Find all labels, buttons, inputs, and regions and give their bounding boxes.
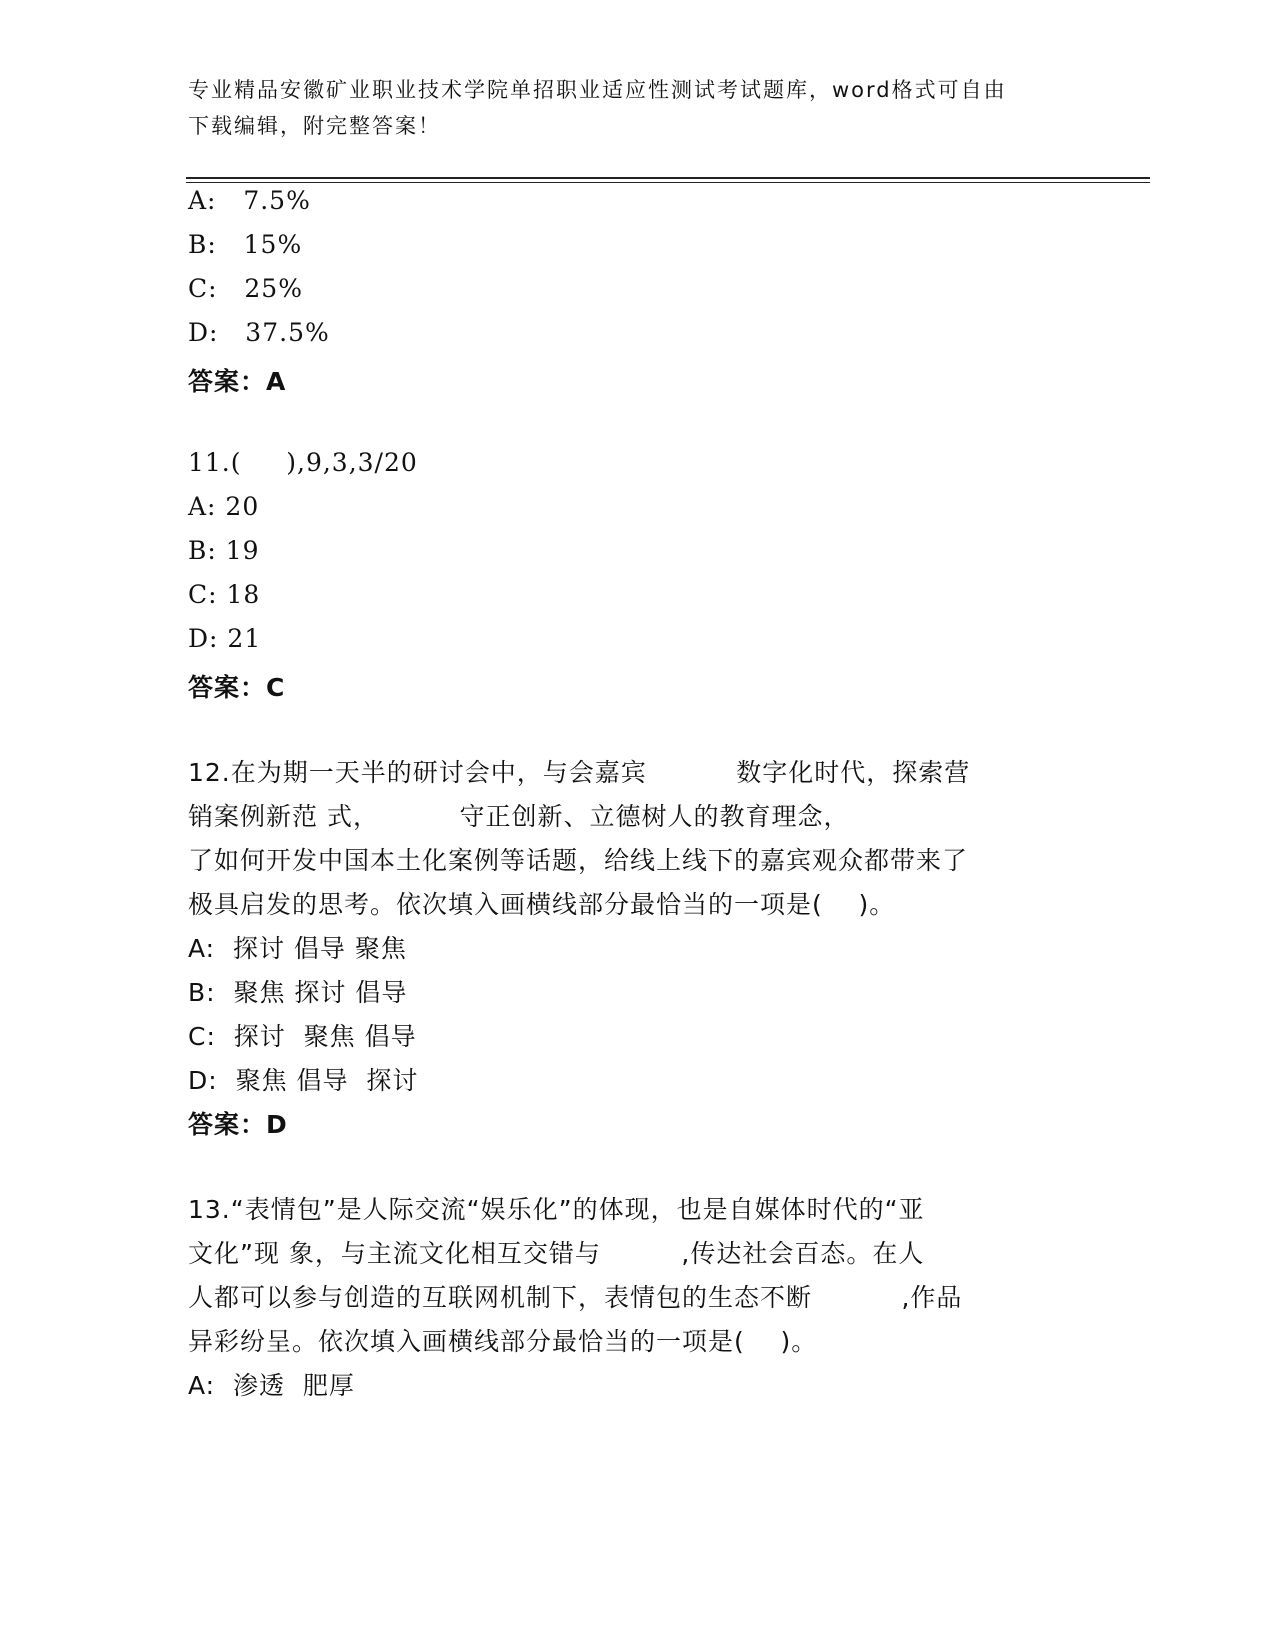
option-c: C: 探讨 聚焦 倡导 (188, 1022, 417, 1051)
option-d: D: 聚焦 倡导 探讨 (188, 1066, 419, 1095)
option-d: D: 37.5% (188, 318, 330, 347)
header-rule-thin (186, 182, 1150, 183)
option-a: A: 探讨 倡导 聚焦 (188, 934, 407, 963)
question-stem-line: 文化”现 象，与主流文化相互交错与 ,传达社会百态。在人 (188, 1239, 925, 1268)
option-b: B: 聚焦 探讨 倡导 (188, 978, 408, 1007)
header-line-1: 专业精品安徽矿业职业技术学院单招职业适应性测试考试题库，word格式可自由 (188, 78, 1007, 102)
option-b: B: 15% (188, 230, 303, 259)
question-stem-line: 12.在为期一天半的研讨会中，与会嘉宾 数字化时代，探索营 (188, 758, 971, 787)
question-stem-line: 极具启发的思考。依次填入画横线部分最恰当的一项是( )。 (188, 890, 896, 919)
option-b: B: 19 (188, 536, 260, 565)
answer: 答案：A (188, 367, 287, 396)
question-stem: 11.( ),9,3,3/20 (188, 448, 418, 477)
option-a: A: 7.5% (188, 186, 311, 215)
question-stem-line: 人都可以参与创造的互联网机制下，表情包的生态不断 ,作品 (188, 1283, 963, 1312)
question-stem-line: 了如何开发中国本土化案例等话题，给线上线下的嘉宾观众都带来了 (188, 846, 969, 875)
question-stem-line: 13.“表情包”是人际交流“娱乐化”的体现，也是自媒体时代的“亚 (188, 1195, 925, 1224)
header-rule-thick (186, 177, 1150, 179)
page-header (188, 72, 1068, 144)
answer: 答案：C (188, 673, 286, 702)
question-stem-line: 异彩纷呈。依次填入画横线部分最恰当的一项是( )。 (188, 1327, 818, 1356)
option-c: C: 18 (188, 580, 261, 609)
option-a: A: 20 (188, 492, 260, 521)
option-d: D: 21 (188, 624, 262, 653)
header-line-2: 下载编辑，附完整答案！ (188, 114, 441, 138)
option-a: A: 渗透 肥厚 (188, 1371, 355, 1400)
answer: 答案：D (188, 1110, 288, 1139)
question-stem-line: 销案例新范 式， 守正创新、立德树人的教育理念， (188, 802, 850, 831)
option-c: C: 25% (188, 274, 303, 303)
